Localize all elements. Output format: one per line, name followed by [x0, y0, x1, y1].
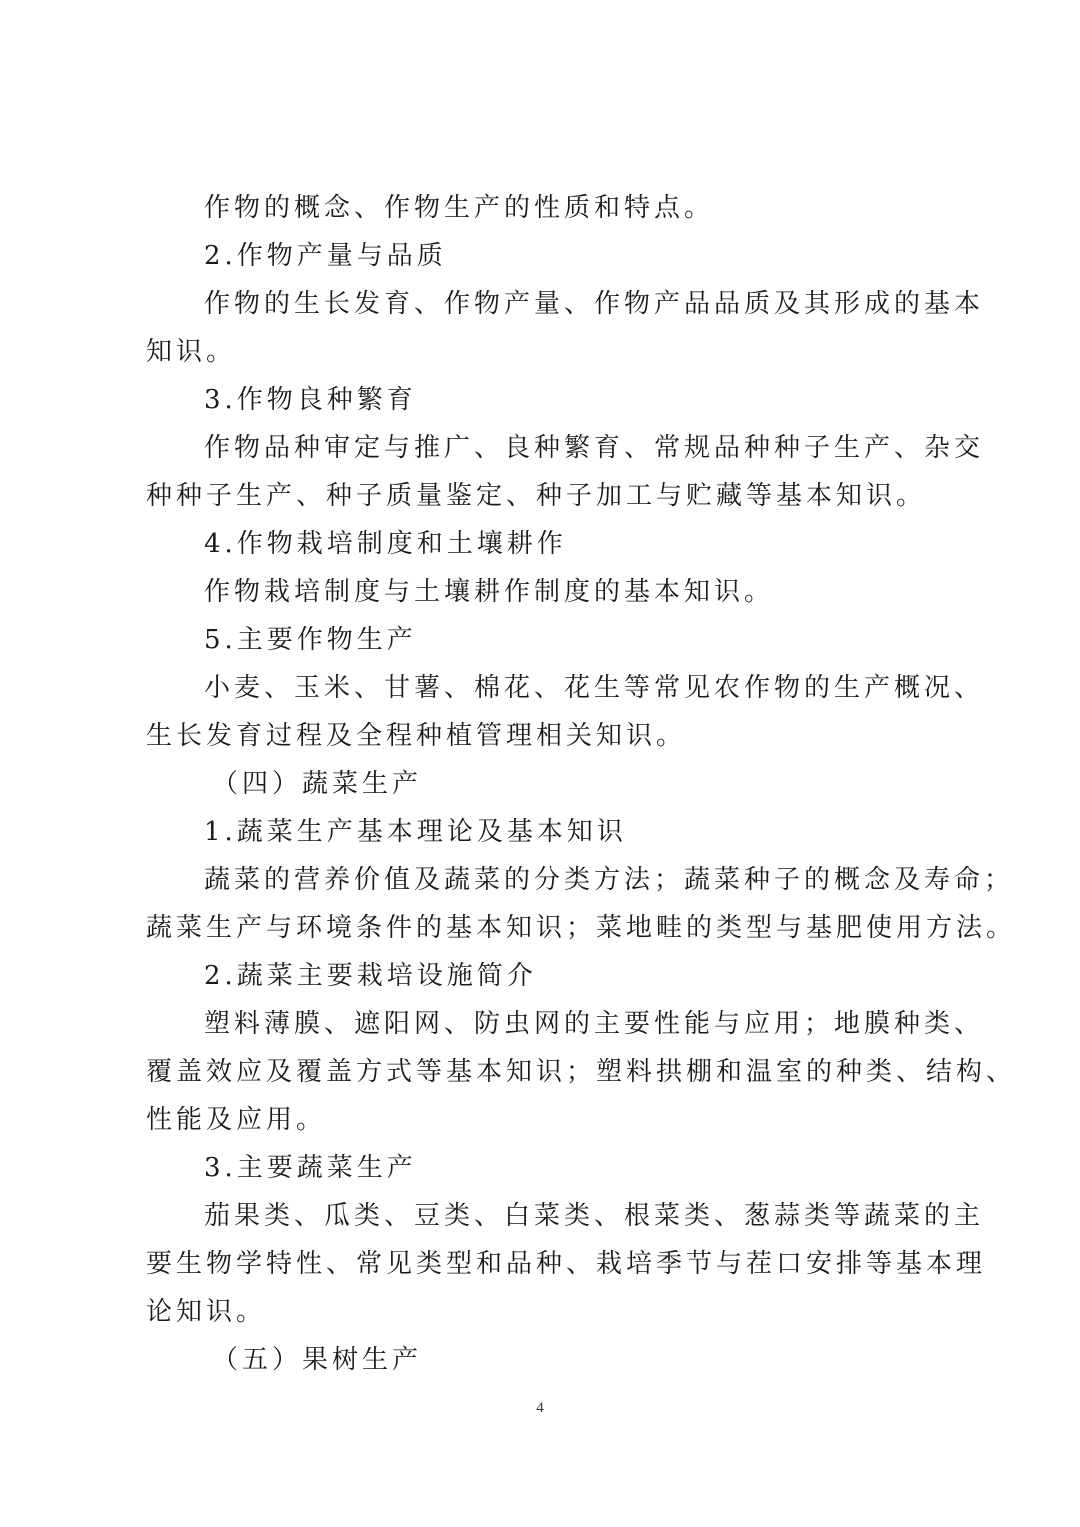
paragraph-line: 作物栽培制度与土壤耕作制度的基本知识。: [204, 577, 775, 607]
chapter-heading: （五）果树生产: [212, 1345, 423, 1375]
paragraph-line: 生长发育过程及全程种植管理相关知识。: [146, 721, 687, 751]
paragraph-line: 塑料薄膜、遮阳网、防虫网的主要性能与应用；地膜种类、: [204, 1009, 985, 1039]
section-heading: 5.主要作物生产: [204, 625, 417, 655]
paragraph-line: 蔬菜生产与环境条件的基本知识；菜地畦的类型与基肥使用方法。: [146, 913, 1017, 943]
chapter-heading: （四）蔬菜生产: [212, 769, 423, 799]
paragraph-line: 作物的概念、作物生产的性质和特点。: [204, 193, 715, 223]
paragraph-line: 覆盖效应及覆盖方式等基本知识；塑料拱棚和温室的种类、结构、: [146, 1057, 1017, 1087]
section-heading: 2.作物产量与品质: [204, 241, 447, 271]
paragraph-line: 小麦、玉米、甘薯、棉花、花生等常见农作物的生产概况、: [204, 673, 985, 703]
page-number: 4: [536, 1400, 544, 1416]
section-heading: 4.作物栽培制度和土壤耕作: [204, 529, 567, 559]
paragraph-line: 知识。: [146, 337, 237, 367]
paragraph-line: 作物品种审定与推广、良种繁育、常规品种种子生产、杂交: [204, 433, 985, 463]
paragraph-line: 性能及应用。: [146, 1105, 327, 1135]
paragraph-line: 要生物学特性、常见类型和品种、栽培季节与茬口安排等基本理: [146, 1249, 987, 1279]
section-heading: 3.主要蔬菜生产: [204, 1153, 417, 1183]
paragraph-line: 论知识。: [146, 1297, 267, 1327]
section-heading: 1.蔬菜生产基本理论及基本知识: [204, 817, 627, 847]
section-heading: 2.蔬菜主要栽培设施简介: [204, 961, 537, 991]
paragraph-line: 茄果类、瓜类、豆类、白菜类、根菜类、葱蒜类等蔬菜的主: [204, 1201, 985, 1231]
paragraph-line: 种种子生产、种子质量鉴定、种子加工与贮藏等基本知识。: [146, 481, 927, 511]
paragraph-line: 蔬菜的营养价值及蔬菜的分类方法；蔬菜种子的概念及寿命；: [204, 865, 1015, 895]
section-heading: 3.作物良种繁育: [204, 385, 417, 415]
paragraph-line: 作物的生长发育、作物产量、作物产品品质及其形成的基本: [204, 289, 985, 319]
